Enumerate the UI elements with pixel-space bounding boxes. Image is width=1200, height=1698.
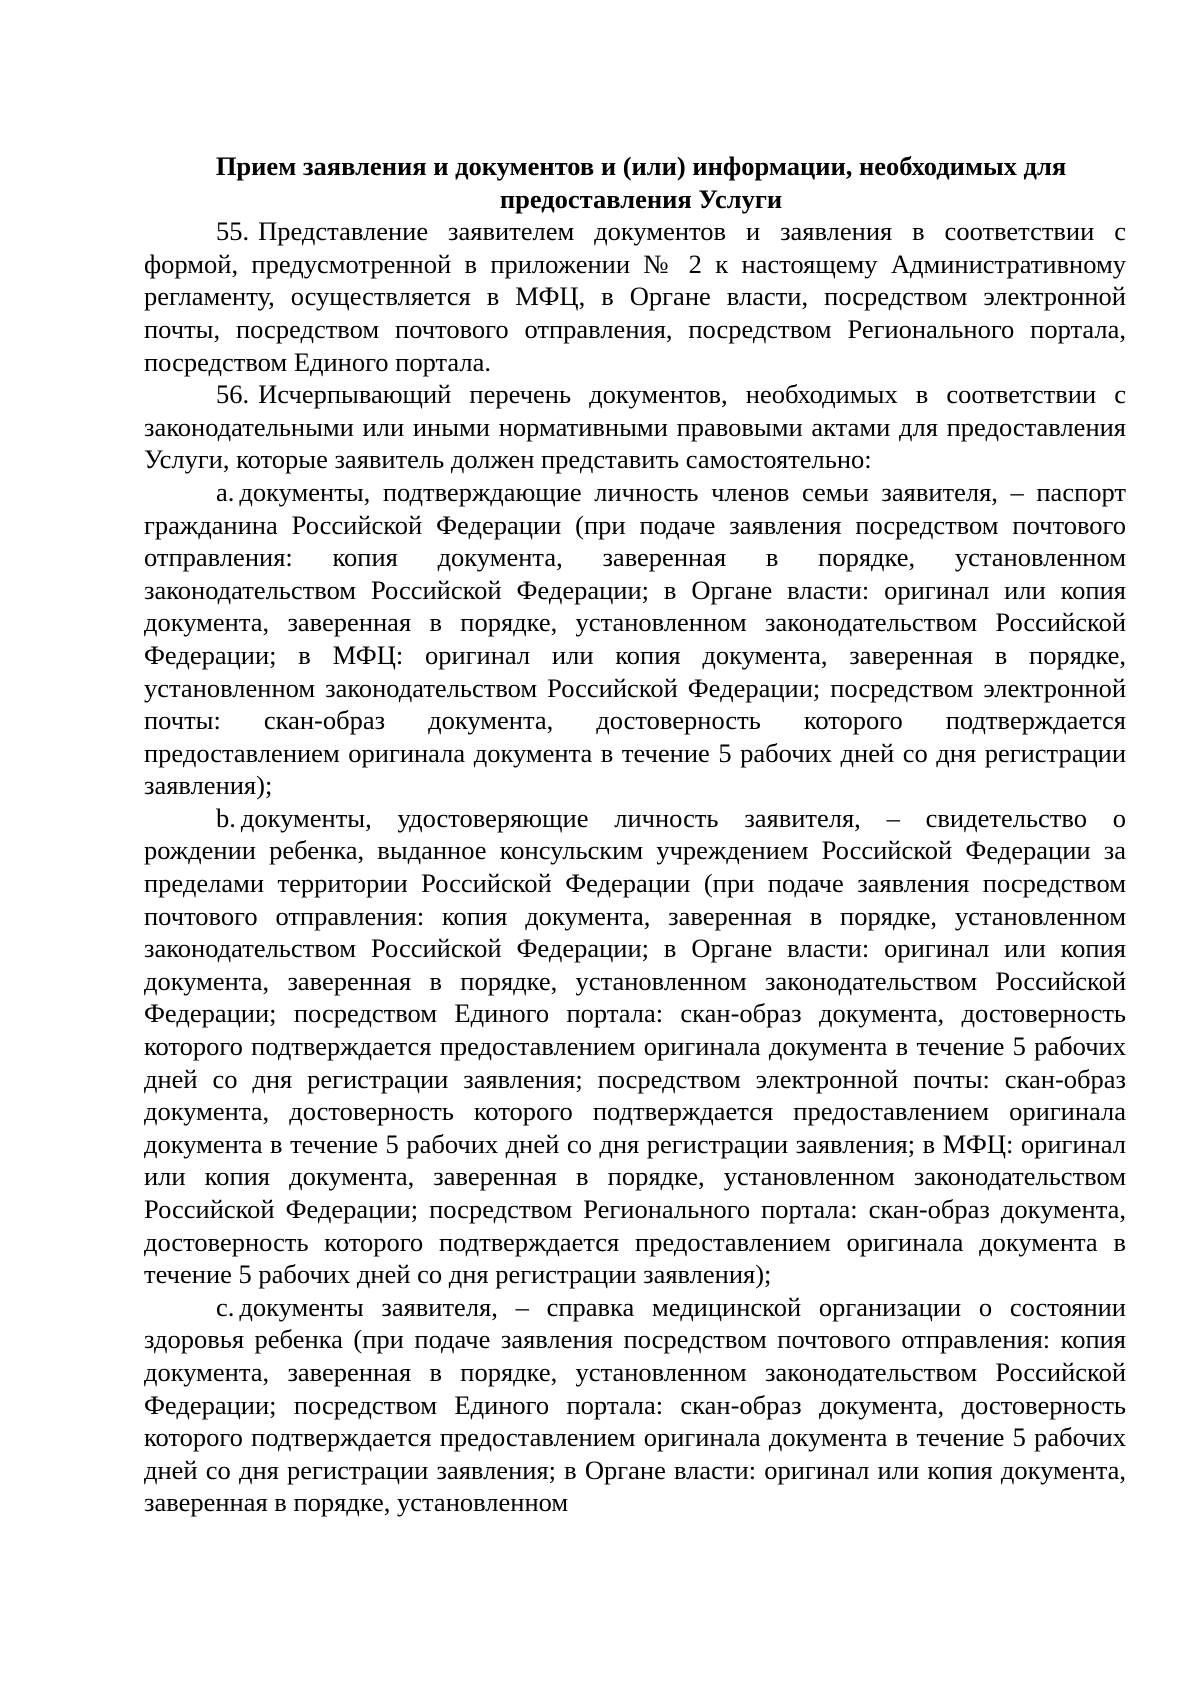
list-item-letter: b. <box>216 802 236 833</box>
paragraph-number: 56. <box>216 379 250 410</box>
heading-line-2: предоставления Услуги <box>499 183 783 214</box>
paragraph-56 <box>144 378 1126 476</box>
list-item-text: документы, подтверждающие личность членов семьи заявителя, – паспорт гражданина Российской Федерации (при подаче заявления посредством почтового отправления: копия документа, заверенная в порядке, установленном законодательством Российской Федерации; в Органе власти: оригинал или копия документа, заверенная в порядке, установленном законодательством Российской Федерации; в МФЦ: оригинал или копия документа, заверенная в порядке, установленном законодательством Российской Федерации; посредством электронной почты: скан-образ документа, достоверность которого подтверждается предоставлением оригинала документа в течение 5 рабочих дней со дня регистрации заявления); <box>144 476 1126 801</box>
document-page <box>144 150 1126 1519</box>
heading-line-1: Прием заявления и документов и (или) информации, необходимых для <box>215 151 1067 181</box>
list-item-c <box>144 1291 1126 1519</box>
list-item-text: документы, удостоверяющие личность заявителя, – свидетельство о рождении ребенка, выданное консульским учреждением Российской Федерации за пределами территории Российской Федерации (при подаче заявления посредством почтового отправления: копия документа, заверенная в порядке, установленном законодательством Российской Федерации; в Органе власти: оригинал или копия документа, заверенная в порядке, установленном законодательством Российской Федерации; посредством Единого портала: скан-образ документа, достоверность которого подтверждается предоставлением оригинала документа в течение 5 рабочих дней со дня регистрации заявления; посредством электронной почты: скан-образ документа, достоверность которого подтверждается предоставлением оригинала документа в течение 5 рабочих дней со дня регистрации заявления; в МФЦ: оригинал или копия документа, заверенная в порядке, установленном законодательством Российской Федерации; посредством Регионального портала: скан-образ документа, достоверность которого подтверждается предоставлением оригинала документа в течение 5 рабочих дней со дня регистрации заявления); <box>144 802 1126 1290</box>
paragraph-number: 55. <box>216 216 250 247</box>
list-item-text: документы заявителя, – справка медицинской организации о состоянии здоровья ребенка (при подаче заявления посредством почтового отправления: копия документа, заверенная в порядке, установленном законодательством Российской Федерации; посредством Единого портала: скан-образ документа, достоверность которого подтверждается предоставлением оригинала документа в течение 5 рабочих дней со дня регистрации заявления; в Органе власти: оригинал или копия документа, заверенная в порядке, установленном <box>144 1291 1126 1518</box>
list-item-letter: a. <box>216 476 235 507</box>
list-item-a <box>144 476 1126 802</box>
paragraph-55 <box>144 215 1126 378</box>
paragraph-text: Представление заявителем документов и заявления в соответствии с формой, предусмотренной в приложении № 2 к настоящему Административному регламенту, осуществляется в МФЦ, в Органе власти, посредством электронной почты, посредством почтового отправления, посредством Регионального портала, посредством Единого портала. <box>144 216 1126 377</box>
list-item-b <box>144 802 1126 1291</box>
list-item-letter: c. <box>216 1291 235 1322</box>
paragraph-text: Исчерпывающий перечень документов, необходимых в соответствии с законодательными или иными нормативными правовыми актами для предоставления Услуги, которые заявитель должен представить самостоятельно: <box>144 379 1126 475</box>
section-heading <box>156 150 1126 215</box>
